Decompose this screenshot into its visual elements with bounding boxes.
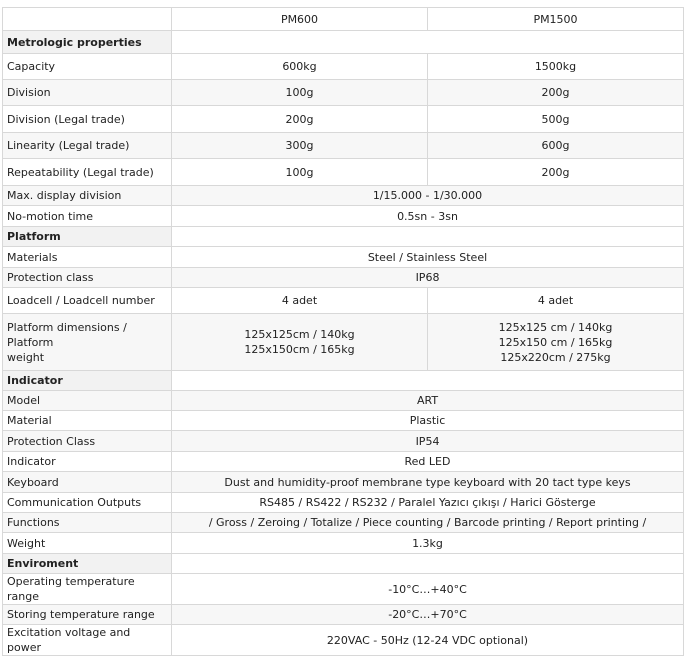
spec-row <box>3 625 684 656</box>
spec-label: Operating temperature range <box>3 574 172 605</box>
spec-row <box>3 268 684 288</box>
spec-label: Model <box>3 391 172 411</box>
spec-label: Excitation voltage and power <box>3 625 172 656</box>
spec-row <box>3 574 684 605</box>
spec-label: Linearity (Legal trade) <box>3 133 172 159</box>
spec-value-shared: 0.5sn - 3sn <box>172 206 684 227</box>
spec-value-pm1500: 1500kg <box>428 54 684 80</box>
spec-value-shared: Plastic <box>172 411 684 431</box>
spec-row <box>3 314 684 371</box>
spec-row <box>3 513 684 533</box>
spec-label: Communication Outputs <box>3 493 172 513</box>
spec-table <box>2 7 684 656</box>
spec-row <box>3 247 684 268</box>
header-model-pm600: PM600 <box>172 8 428 31</box>
spec-label <box>3 314 172 371</box>
spec-row <box>3 206 684 227</box>
spec-label: Protection Class <box>3 431 172 452</box>
spec-value-pm600: 4 adet <box>172 288 428 314</box>
spec-value-shared: Steel / Stainless Steel <box>172 247 684 268</box>
spec-value-pm1500: 4 adet <box>428 288 684 314</box>
spec-row <box>3 159 684 186</box>
spec-value-shared: 220VAC - 50Hz (12-24 VDC optional) <box>172 625 684 656</box>
section-title: Enviroment <box>3 554 172 574</box>
section-header-row <box>3 31 684 54</box>
spec-value-pm600: 200g <box>172 106 428 133</box>
spec-row <box>3 431 684 452</box>
spec-row <box>3 533 684 554</box>
spec-row <box>3 452 684 472</box>
spec-label: Max. display division <box>3 186 172 206</box>
spec-label: Weight <box>3 533 172 554</box>
spec-value-shared: / Gross / Zeroing / Totalize / Piece counting / Barcode printing / Report printing / <box>172 513 684 533</box>
spec-value-pm1500: 200g <box>428 80 684 106</box>
spec-label: Indicator <box>3 452 172 472</box>
spec-label: Storing temperature range <box>3 605 172 625</box>
spec-label: Keyboard <box>3 472 172 493</box>
header-blank-cell <box>3 8 172 31</box>
spec-value-pm1500: 500g <box>428 106 684 133</box>
spec-row <box>3 288 684 314</box>
spec-value-pm1500: 600g <box>428 133 684 159</box>
spec-label: Loadcell / Loadcell number <box>3 288 172 314</box>
section-title: Metrologic properties <box>3 31 172 54</box>
section-title: Indicator <box>3 371 172 391</box>
spec-label: Functions <box>3 513 172 533</box>
section-blank-cell <box>172 227 684 247</box>
spec-value-pm600: 600kg <box>172 54 428 80</box>
spec-value-pm600-line: 125x150cm / 165kg <box>244 343 355 356</box>
spec-row <box>3 133 684 159</box>
spec-value-shared: 1.3kg <box>172 533 684 554</box>
spec-label: No-motion time <box>3 206 172 227</box>
spec-value-pm600: 100g <box>172 159 428 186</box>
spec-value-pm1500-line: 125x220cm / 275kg <box>500 350 611 364</box>
header-row <box>3 8 684 31</box>
spec-row <box>3 186 684 206</box>
spec-value-pm1500-line: 125x125 cm / 140kg <box>498 320 613 334</box>
spec-label-line: weight <box>7 350 45 364</box>
spec-label: Division <box>3 80 172 106</box>
spec-row <box>3 493 684 513</box>
spec-value-pm600 <box>172 314 428 371</box>
section-blank-cell <box>172 31 684 54</box>
spec-row <box>3 54 684 80</box>
spec-row <box>3 391 684 411</box>
spec-value-pm600-line: 125x125cm / 140kg <box>244 328 355 341</box>
spec-value-shared: Dust and humidity-proof membrane type keyboard with 20 tact type keys <box>172 472 684 493</box>
spec-label: Repeatability (Legal trade) <box>3 159 172 186</box>
spec-label: Materials <box>3 247 172 268</box>
section-header-row <box>3 227 684 247</box>
header-model-pm1500: PM1500 <box>428 8 684 31</box>
spec-label-line: Platform dimensions / Platform <box>7 320 127 349</box>
spec-value-pm1500: 200g <box>428 159 684 186</box>
spec-value-shared: -10°C…+40°C <box>172 574 684 605</box>
spec-value-shared: -20°C…+70°C <box>172 605 684 625</box>
spec-row <box>3 472 684 493</box>
spec-value-shared: IP68 <box>172 268 684 288</box>
spec-row <box>3 411 684 431</box>
spec-value-pm600: 300g <box>172 133 428 159</box>
section-blank-cell <box>172 554 684 574</box>
spec-value-shared: RS485 / RS422 / RS232 / Paralel Yazıcı çıkışı / Harici Gösterge <box>172 493 684 513</box>
section-header-row <box>3 371 684 391</box>
spec-row <box>3 605 684 625</box>
spec-label: Division (Legal trade) <box>3 106 172 133</box>
spec-label: Protection class <box>3 268 172 288</box>
section-title: Platform <box>3 227 172 247</box>
spec-value-shared: ART <box>172 391 684 411</box>
spec-value-shared: Red LED <box>172 452 684 472</box>
spec-label: Material <box>3 411 172 431</box>
spec-value-pm600: 100g <box>172 80 428 106</box>
spec-value-shared: 1/15.000 - 1/30.000 <box>172 186 684 206</box>
spec-value-shared: IP54 <box>172 431 684 452</box>
section-blank-cell <box>172 371 684 391</box>
spec-row <box>3 80 684 106</box>
spec-value-pm1500 <box>428 314 684 371</box>
spec-label: Capacity <box>3 54 172 80</box>
section-header-row <box>3 554 684 574</box>
spec-table-body <box>3 8 684 656</box>
spec-row <box>3 106 684 133</box>
spec-value-pm1500-line: 125x150 cm / 165kg <box>498 335 613 349</box>
